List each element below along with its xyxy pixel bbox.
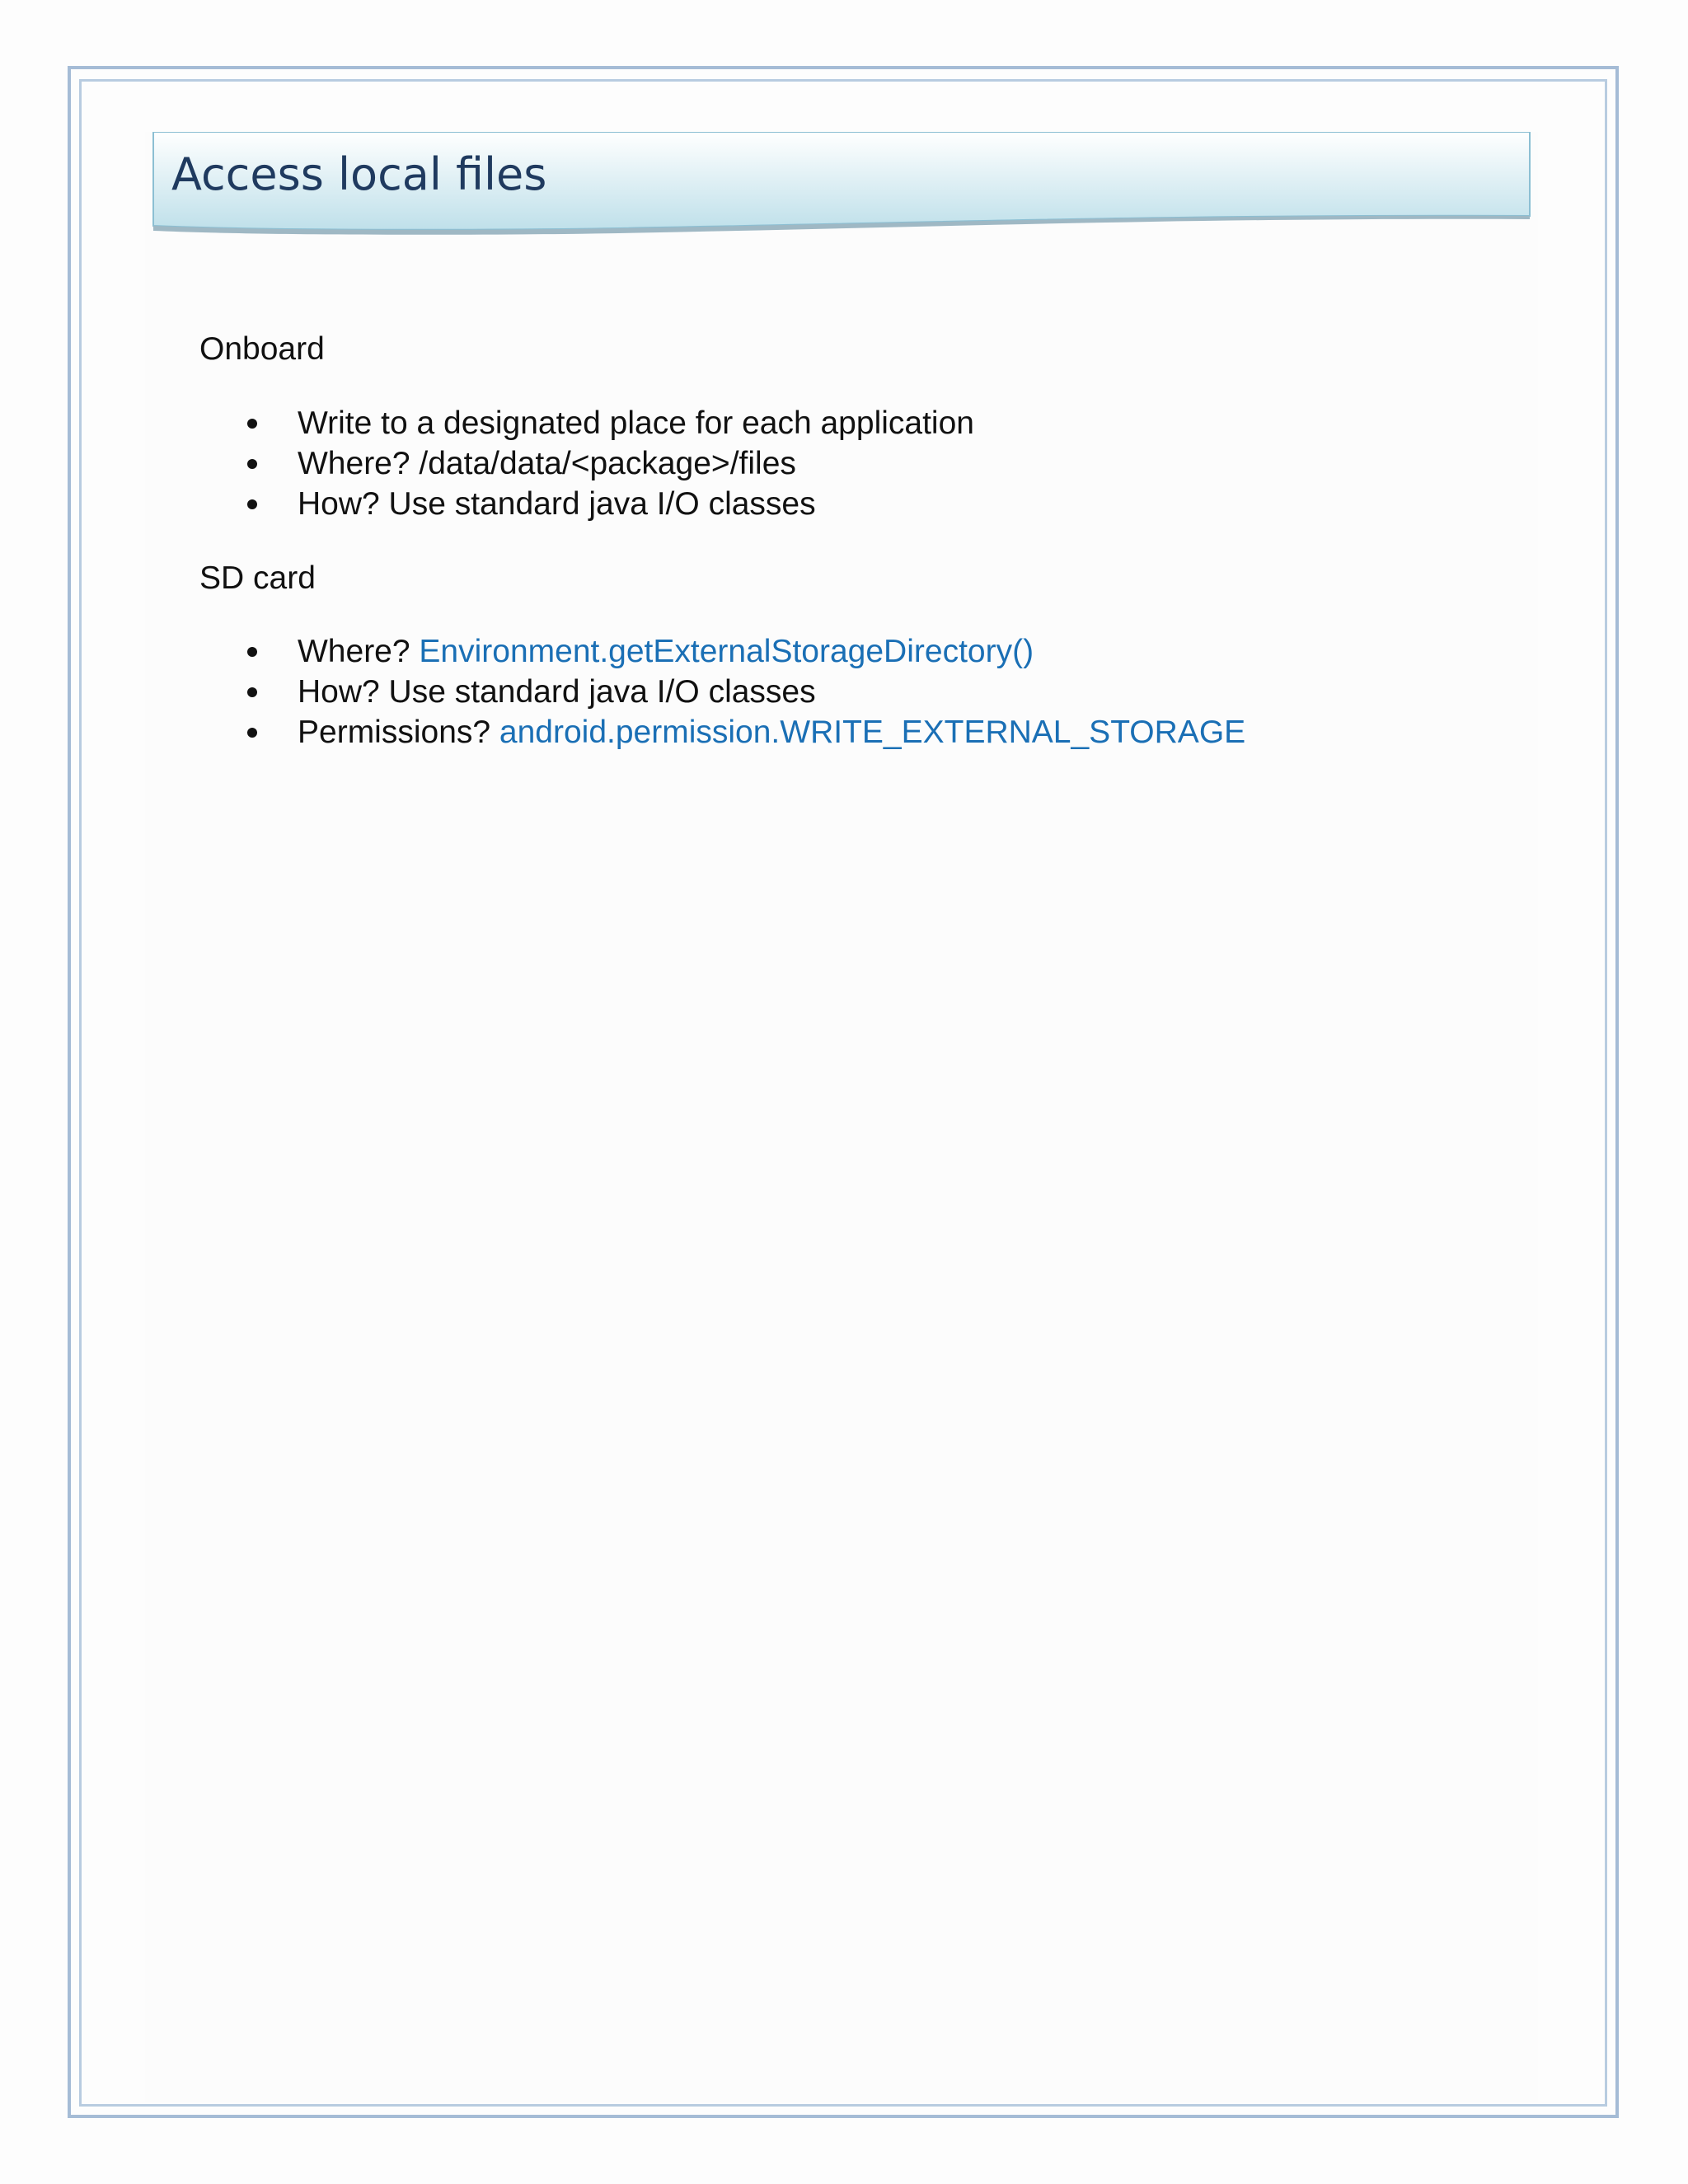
- list-item-text: Where? /data/data/<package>/files: [298, 446, 796, 481]
- external-storage-link[interactable]: Environment.getExternalStorageDirectory(): [419, 634, 1034, 669]
- section-heading-sd-card: SD card: [199, 560, 316, 596]
- list-item-text: Permissions?: [298, 715, 499, 750]
- bullet-dot-icon: [247, 419, 257, 429]
- title-banner: [152, 132, 1531, 237]
- list-item-text: Write to a designated place for each application: [298, 405, 974, 441]
- write-permission-link[interactable]: android.permission.WRITE_EXTERNAL_STORAGE: [499, 715, 1246, 750]
- list-item-text: How? Use standard java I/O classes: [298, 674, 816, 710]
- page-title: Access local files: [171, 148, 547, 200]
- bullet-dot-icon: [247, 499, 257, 509]
- bullet-dot-icon: [247, 459, 257, 469]
- section-heading-onboard: Onboard: [199, 331, 325, 367]
- list-item-text: How? Use standard java I/O classes: [298, 486, 816, 522]
- list-item-text: Where?: [298, 634, 420, 669]
- bullet-dot-icon: [247, 647, 257, 657]
- bullet-dot-icon: [247, 728, 257, 738]
- bullet-dot-icon: [247, 687, 257, 697]
